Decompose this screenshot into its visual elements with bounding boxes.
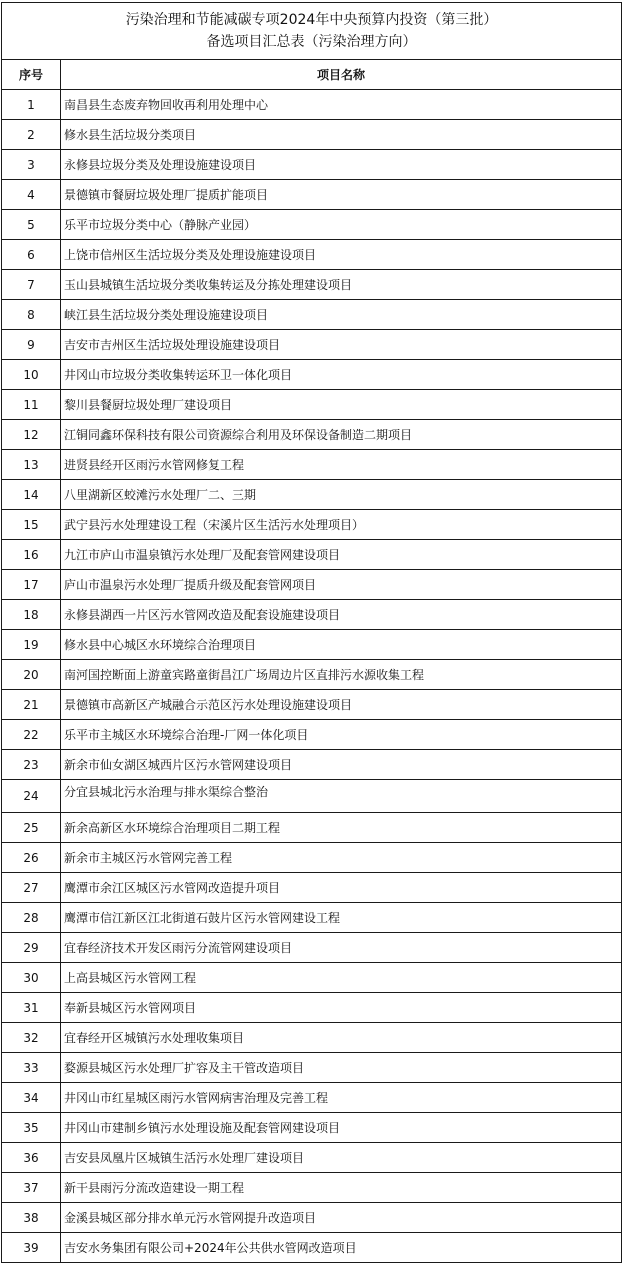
project-name: 景德镇市高新区产城融合示范区污水处理设施建设项目 [61, 690, 622, 720]
table-row [2, 933, 622, 963]
table-row [2, 120, 622, 150]
row-number: 37 [2, 1173, 61, 1203]
row-number: 20 [2, 660, 61, 690]
project-name: 乐平市垃圾分类中心（静脉产业园） [61, 210, 622, 240]
row-number: 19 [2, 630, 61, 660]
row-number: 24 [2, 780, 61, 813]
project-name: 吉安县凤凰片区城镇生活污水处理厂建设项目 [61, 1143, 622, 1173]
project-name: 玉山县城镇生活垃圾分类收集转运及分拣处理建设项目 [61, 270, 622, 300]
table-row [2, 1233, 622, 1263]
project-name: 江铜同鑫环保科技有限公司资源综合利用及环保设备制造二期项目 [61, 420, 622, 450]
row-number: 34 [2, 1083, 61, 1113]
title-line-1: 污染治理和节能减碳专项2024年中央预算内投资（第三批） [125, 12, 498, 28]
project-name: 鹰潭市余江区城区污水管网改造提升项目 [61, 873, 622, 903]
project-name: 八里湖新区蛟滩污水处理厂二、三期 [61, 480, 622, 510]
project-name: 新余市主城区污水管网完善工程 [61, 843, 622, 873]
project-name: 进贤县经开区雨污水管网修复工程 [61, 450, 622, 480]
project-name: 吉安市吉州区生活垃圾处理设施建设项目 [61, 330, 622, 360]
table-row [2, 993, 622, 1023]
project-name: 乐平市主城区水环境综合治理-厂网一体化项目 [61, 720, 622, 750]
project-name: 景德镇市餐厨垃圾处理厂提质扩能项目 [61, 180, 622, 210]
table-row [2, 330, 622, 360]
project-name: 婺源县城区污水处理厂扩容及主干管改造项目 [61, 1053, 622, 1083]
row-number: 21 [2, 690, 61, 720]
project-name: 修水县生活垃圾分类项目 [61, 120, 622, 150]
row-number: 13 [2, 450, 61, 480]
row-number: 32 [2, 1023, 61, 1053]
project-name: 奉新县城区污水管网项目 [61, 993, 622, 1023]
table-row [2, 420, 622, 450]
table-body [2, 90, 622, 1263]
project-name: 上饶市信州区生活垃圾分类及处理设施建设项目 [61, 240, 622, 270]
project-name: 分宜县城北污水治理与排水渠综合整治 [61, 780, 622, 813]
table-row [2, 1023, 622, 1053]
row-number: 33 [2, 1053, 61, 1083]
row-number: 1 [2, 90, 61, 120]
table-row [2, 843, 622, 873]
column-header-name: 项目名称 [61, 60, 622, 90]
table-row [2, 360, 622, 390]
row-number: 10 [2, 360, 61, 390]
row-number: 22 [2, 720, 61, 750]
table-row [2, 570, 622, 600]
table-row [2, 150, 622, 180]
table-row [2, 1143, 622, 1173]
row-number: 8 [2, 300, 61, 330]
project-name: 黎川县餐厨垃圾处理厂建设项目 [61, 390, 622, 420]
project-name: 金溪县城区部分排水单元污水管网提升改造项目 [61, 1203, 622, 1233]
project-name: 武宁县污水处理建设工程（宋溪片区生活污水处理项目） [61, 510, 622, 540]
table-row [2, 660, 622, 690]
table-row [2, 540, 622, 570]
row-number: 7 [2, 270, 61, 300]
table-row [2, 210, 622, 240]
row-number: 31 [2, 993, 61, 1023]
project-name: 南河国控断面上游童宾路童街昌江广场周边片区直排污水源收集工程 [61, 660, 622, 690]
project-name: 永修县湖西一片区污水管网改造及配套设施建设项目 [61, 600, 622, 630]
project-name: 井冈山市建制乡镇污水处理设施及配套管网建设项目 [61, 1113, 622, 1143]
header-row [2, 60, 622, 90]
table-row [2, 1113, 622, 1143]
row-number: 35 [2, 1113, 61, 1143]
row-number: 26 [2, 843, 61, 873]
project-name: 峡江县生活垃圾分类处理设施建设项目 [61, 300, 622, 330]
table-row [2, 963, 622, 993]
table-row [2, 750, 622, 780]
row-number: 17 [2, 570, 61, 600]
row-number: 9 [2, 330, 61, 360]
row-number: 6 [2, 240, 61, 270]
row-number: 28 [2, 903, 61, 933]
row-number: 23 [2, 750, 61, 780]
project-name: 修水县中心城区水环境综合治理项目 [61, 630, 622, 660]
table-title [2, 3, 622, 60]
table-row [2, 480, 622, 510]
table-row [2, 1083, 622, 1113]
project-name: 上高县城区污水管网工程 [61, 963, 622, 993]
project-name: 庐山市温泉污水处理厂提质升级及配套管网项目 [61, 570, 622, 600]
table-row [2, 690, 622, 720]
project-summary-table [1, 2, 622, 1263]
row-number: 11 [2, 390, 61, 420]
row-number: 15 [2, 510, 61, 540]
table-row [2, 180, 622, 210]
project-name: 新干县雨污分流改造建设一期工程 [61, 1173, 622, 1203]
project-name: 永修县垃圾分类及处理设施建设项目 [61, 150, 622, 180]
table-row [2, 813, 622, 843]
row-number: 36 [2, 1143, 61, 1173]
row-number: 18 [2, 600, 61, 630]
project-name: 九江市庐山市温泉镇污水处理厂及配套管网建设项目 [61, 540, 622, 570]
row-number: 2 [2, 120, 61, 150]
project-name: 南昌县生态废弃物回收再利用处理中心 [61, 90, 622, 120]
table-row [2, 90, 622, 120]
project-name: 新余市仙女湖区城西片区污水管网建设项目 [61, 750, 622, 780]
table-row [2, 1173, 622, 1203]
row-number: 14 [2, 480, 61, 510]
table-row [2, 450, 622, 480]
title-line-2: 备选项目汇总表（污染治理方向） [206, 34, 417, 50]
row-number: 5 [2, 210, 61, 240]
row-number: 3 [2, 150, 61, 180]
table-row [2, 270, 622, 300]
row-number: 16 [2, 540, 61, 570]
row-number: 4 [2, 180, 61, 210]
project-name: 宜春经济技术开发区雨污分流管网建设项目 [61, 933, 622, 963]
table-row [2, 1203, 622, 1233]
table-row [2, 390, 622, 420]
table-row [2, 510, 622, 540]
table-row [2, 903, 622, 933]
project-name: 鹰潭市信江新区江北街道石鼓片区污水管网建设工程 [61, 903, 622, 933]
table-row [2, 240, 622, 270]
row-number: 12 [2, 420, 61, 450]
table-row [2, 873, 622, 903]
table-row [2, 780, 622, 813]
row-number: 30 [2, 963, 61, 993]
project-name: 宜春经开区城镇污水处理收集项目 [61, 1023, 622, 1053]
table-row [2, 300, 622, 330]
row-number: 39 [2, 1233, 61, 1263]
table-row [2, 1053, 622, 1083]
table-row [2, 720, 622, 750]
table-row [2, 600, 622, 630]
row-number: 29 [2, 933, 61, 963]
project-name: 井冈山市垃圾分类收集转运环卫一体化项目 [61, 360, 622, 390]
table-row [2, 630, 622, 660]
row-number: 25 [2, 813, 61, 843]
row-number: 38 [2, 1203, 61, 1233]
project-name: 吉安水务集团有限公司+2024年公共供水管网改造项目 [61, 1233, 622, 1263]
row-number: 27 [2, 873, 61, 903]
column-header-no: 序号 [2, 60, 61, 90]
project-name: 新余高新区水环境综合治理项目二期工程 [61, 813, 622, 843]
project-name: 井冈山市红星城区雨污水管网病害治理及完善工程 [61, 1083, 622, 1113]
